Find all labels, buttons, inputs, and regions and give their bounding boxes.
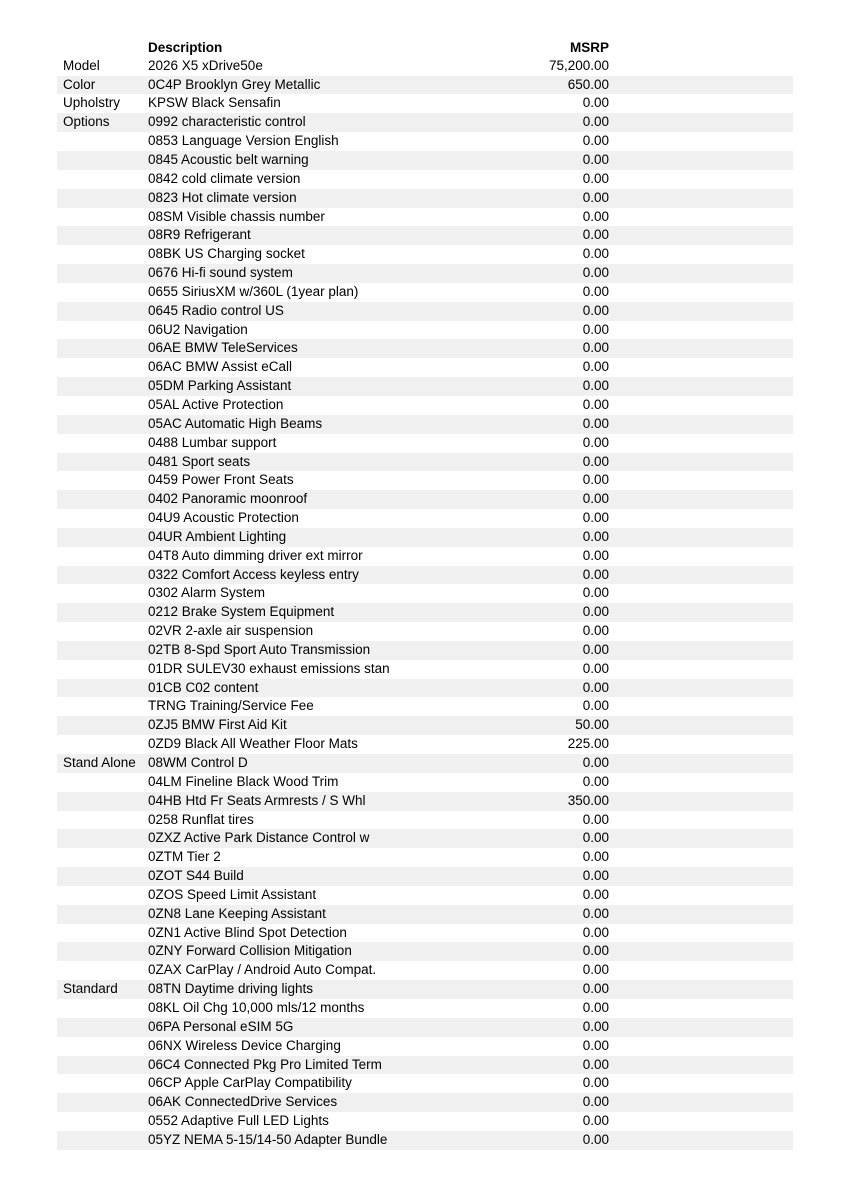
row-msrp: 0.00: [582, 943, 609, 959]
row-msrp: 0.00: [582, 1113, 609, 1129]
row-msrp: 0.00: [582, 981, 609, 997]
row-description: 04T8 Auto dimming driver ext mirror: [148, 547, 363, 563]
row-description: 06C4 Connected Pkg Pro Limited Term: [148, 1056, 382, 1072]
table-row: [57, 924, 793, 943]
row-msrp: 0.00: [582, 246, 609, 262]
table-row: [57, 584, 793, 603]
table-row: [57, 189, 793, 208]
row-msrp: 0.00: [582, 924, 609, 940]
row-description: 0552 Adaptive Full LED Lights: [148, 1113, 329, 1129]
table-row: [57, 94, 793, 113]
table-row: [57, 999, 793, 1018]
table-row: [57, 603, 793, 622]
row-description: 06PA Personal eSIM 5G: [148, 1018, 294, 1034]
row-description: 08KL Oil Chg 10,000 mls/12 months: [148, 999, 365, 1015]
row-msrp: 0.00: [582, 472, 609, 488]
row-description: 08TN Daytime driving lights: [148, 981, 314, 997]
row-msrp: 0.00: [582, 1094, 609, 1110]
table-header: [57, 38, 793, 57]
row-description: 0212 Brake System Equipment: [148, 604, 335, 620]
row-msrp: 0.00: [582, 1018, 609, 1034]
table-row: [57, 396, 793, 415]
table-row: [57, 622, 793, 641]
row-description: 01DR SULEV30 exhaust emissions stan: [148, 660, 390, 676]
row-description: 04LM Fineline Black Wood Trim: [148, 773, 339, 789]
row-msrp: 0.00: [582, 510, 609, 526]
row-msrp: 0.00: [582, 849, 609, 865]
row-msrp: 0.00: [582, 302, 609, 318]
row-msrp: 0.00: [582, 359, 609, 375]
row-msrp: 0.00: [582, 283, 609, 299]
row-description: 02TB 8-Spd Sport Auto Transmission: [148, 641, 371, 657]
table-row: [57, 942, 793, 961]
row-category: Upholstry: [63, 95, 121, 111]
table-row: [57, 471, 793, 490]
row-description: 0402 Panoramic moonroof: [148, 491, 308, 507]
table-row: [57, 76, 793, 95]
table-row: [57, 170, 793, 189]
row-msrp: 0.00: [582, 189, 609, 205]
table-row: [57, 697, 793, 716]
row-category: Color: [63, 76, 96, 92]
row-description: 0ZOT S44 Build: [148, 868, 244, 884]
table-row: [57, 57, 793, 76]
row-description: 0488 Lumbar support: [148, 434, 277, 450]
row-description: 01CB C02 content: [148, 679, 259, 695]
row-msrp: 0.00: [582, 491, 609, 507]
row-msrp: 0.00: [582, 1131, 609, 1147]
description-column-header: Description: [148, 40, 223, 55]
row-msrp: 0.00: [582, 623, 609, 639]
row-msrp: 75,200.00: [548, 57, 609, 73]
row-msrp: 0.00: [582, 453, 609, 469]
table-row: [57, 754, 793, 773]
row-msrp: 0.00: [582, 547, 609, 563]
row-msrp: 0.00: [582, 868, 609, 884]
table-row: [57, 679, 793, 698]
row-description: 0302 Alarm System: [148, 585, 266, 601]
table-row: [57, 980, 793, 999]
row-description: 02VR 2-axle air suspension: [148, 623, 314, 639]
row-description: 08R9 Refrigerant: [148, 227, 251, 243]
row-description: 0823 Hot climate version: [148, 189, 297, 205]
row-description: 0842 cold climate version: [148, 170, 301, 186]
row-msrp: 0.00: [582, 170, 609, 186]
table-body: [57, 57, 793, 1150]
table-row: [57, 528, 793, 547]
row-msrp: 0.00: [582, 755, 609, 771]
row-description: 06U2 Navigation: [148, 321, 248, 337]
table-row: [57, 132, 793, 151]
row-msrp: 0.00: [582, 528, 609, 544]
table-row: [57, 1018, 793, 1037]
table-row: [57, 1056, 793, 1075]
row-description: 0ZN1 Active Blind Spot Detection: [148, 924, 347, 940]
row-msrp: 0.00: [582, 698, 609, 714]
row-description: 05AC Automatic High Beams: [148, 415, 323, 431]
row-category: Options: [63, 114, 110, 130]
table-row: [57, 1112, 793, 1131]
row-msrp: 0.00: [582, 265, 609, 281]
row-description: 05AL Active Protection: [148, 396, 284, 412]
table-row: [57, 867, 793, 886]
table-row: [57, 434, 793, 453]
table-row: [57, 547, 793, 566]
row-description: 0ZN8 Lane Keeping Assistant: [148, 905, 326, 921]
table-row: [57, 716, 793, 735]
row-msrp: 0.00: [582, 415, 609, 431]
table-row: [57, 245, 793, 264]
table-row: [57, 1093, 793, 1112]
row-msrp: 0.00: [582, 604, 609, 620]
table-row: [57, 660, 793, 679]
row-description: 06AC BMW Assist eCall: [148, 359, 293, 375]
row-description: 2026 X5 xDrive50e: [148, 57, 263, 73]
table-row: [57, 151, 793, 170]
row-description: 0676 Hi-fi sound system: [148, 265, 293, 281]
table-row: [57, 490, 793, 509]
row-msrp: 0.00: [582, 340, 609, 356]
row-description: 0ZD9 Black All Weather Floor Mats: [148, 736, 358, 752]
row-description: 06CP Apple CarPlay Compatibility: [148, 1075, 352, 1091]
row-msrp: 225.00: [567, 736, 609, 752]
row-description: 0ZOS Speed Limit Assistant: [148, 886, 317, 902]
row-msrp: 0.00: [582, 321, 609, 337]
row-description: 0322 Comfort Access keyless entry: [148, 566, 359, 582]
table-row: [57, 377, 793, 396]
row-msrp: 0.00: [582, 396, 609, 412]
row-description: 0ZNY Forward Collision Mitigation: [148, 943, 352, 959]
row-msrp: 0.00: [582, 1037, 609, 1053]
row-msrp: 0.00: [582, 1056, 609, 1072]
row-msrp: 0.00: [582, 585, 609, 601]
row-description: 08SM Visible chassis number: [148, 208, 325, 224]
row-msrp: 0.00: [582, 227, 609, 243]
row-description: 0845 Acoustic belt warning: [148, 152, 309, 168]
price-sheet: [57, 38, 793, 1150]
row-category: Standard: [63, 981, 118, 997]
table-row: [57, 113, 793, 132]
table-row: [57, 302, 793, 321]
row-msrp: 0.00: [582, 962, 609, 978]
row-description: 0ZJ5 BMW First Aid Kit: [148, 717, 287, 733]
table-row: [57, 848, 793, 867]
table-row: [57, 358, 793, 377]
row-description: 04UR Ambient Lighting: [148, 528, 287, 544]
row-msrp: 0.00: [582, 886, 609, 902]
table-row: [57, 641, 793, 660]
row-description: 0655 SiriusXM w/360L (1year plan): [148, 283, 359, 299]
row-description: 0853 Language Version English: [148, 133, 339, 149]
table-row: [57, 208, 793, 227]
row-msrp: 0.00: [582, 1075, 609, 1091]
row-description: 06AE BMW TeleServices: [148, 340, 298, 356]
row-msrp: 0.00: [582, 679, 609, 695]
row-description: 04U9 Acoustic Protection: [148, 510, 299, 526]
table-row: [57, 1037, 793, 1056]
row-description: KPSW Black Sensafin: [148, 95, 281, 111]
row-msrp: 0.00: [582, 133, 609, 149]
row-msrp: 0.00: [582, 660, 609, 676]
row-description: 08BK US Charging socket: [148, 246, 305, 262]
row-msrp: 0.00: [582, 566, 609, 582]
row-description: 0459 Power Front Seats: [148, 472, 294, 488]
row-msrp: 0.00: [582, 641, 609, 657]
row-msrp: 0.00: [582, 773, 609, 789]
row-msrp: 650.00: [567, 76, 609, 92]
table-row: [57, 1131, 793, 1150]
row-msrp: 0.00: [582, 95, 609, 111]
row-description: 08WM Control D: [148, 755, 248, 771]
table-row: [57, 566, 793, 585]
row-description: TRNG Training/Service Fee: [148, 698, 314, 714]
row-msrp: 0.00: [582, 811, 609, 827]
table-row: [57, 811, 793, 830]
row-msrp: 0.00: [582, 999, 609, 1015]
row-category: Model: [63, 57, 100, 73]
row-description: 0ZAX CarPlay / Android Auto Compat.: [148, 962, 377, 978]
row-msrp: 0.00: [582, 434, 609, 450]
row-msrp: 50.00: [575, 717, 609, 733]
row-description: 0ZXZ Active Park Distance Control w: [148, 830, 370, 846]
table-row: [57, 961, 793, 980]
table-row: [57, 339, 793, 358]
table-row: [57, 905, 793, 924]
row-description: 06NX Wireless Device Charging: [148, 1037, 341, 1053]
row-description: 0992 characteristic control: [148, 114, 306, 130]
row-msrp: 0.00: [582, 905, 609, 921]
table-row: [57, 886, 793, 905]
table-row: [57, 226, 793, 245]
msrp-column-header: MSRP: [569, 40, 609, 55]
table-row: [57, 829, 793, 848]
row-msrp: 0.00: [582, 830, 609, 846]
row-description: 0ZTM Tier 2: [148, 849, 221, 865]
table-row: [57, 453, 793, 472]
row-category: Stand Alone: [63, 755, 136, 771]
table-row: [57, 773, 793, 792]
row-description: 04HB Htd Fr Seats Armrests / S Whl: [148, 792, 366, 808]
table-row: [57, 415, 793, 434]
table-row: [57, 321, 793, 340]
row-msrp: 0.00: [582, 378, 609, 394]
row-description: 0645 Radio control US: [148, 302, 284, 318]
row-description: 0481 Sport seats: [148, 453, 251, 469]
row-msrp: 0.00: [582, 208, 609, 224]
row-description: 06AK ConnectedDrive Services: [148, 1094, 338, 1110]
row-description: 05YZ NEMA 5-15/14-50 Adapter Bundle: [148, 1131, 388, 1147]
table-row: [57, 509, 793, 528]
row-description: 0C4P Brooklyn Grey Metallic: [148, 76, 321, 92]
table-row: [57, 1074, 793, 1093]
table-row: [57, 792, 793, 811]
row-msrp: 0.00: [582, 152, 609, 168]
table-row: [57, 283, 793, 302]
table-row: [57, 264, 793, 283]
table-row: [57, 735, 793, 754]
row-msrp: 0.00: [582, 114, 609, 130]
row-description: 05DM Parking Assistant: [148, 378, 292, 394]
row-msrp: 350.00: [567, 792, 609, 808]
row-description: 0258 Runflat tires: [148, 811, 254, 827]
